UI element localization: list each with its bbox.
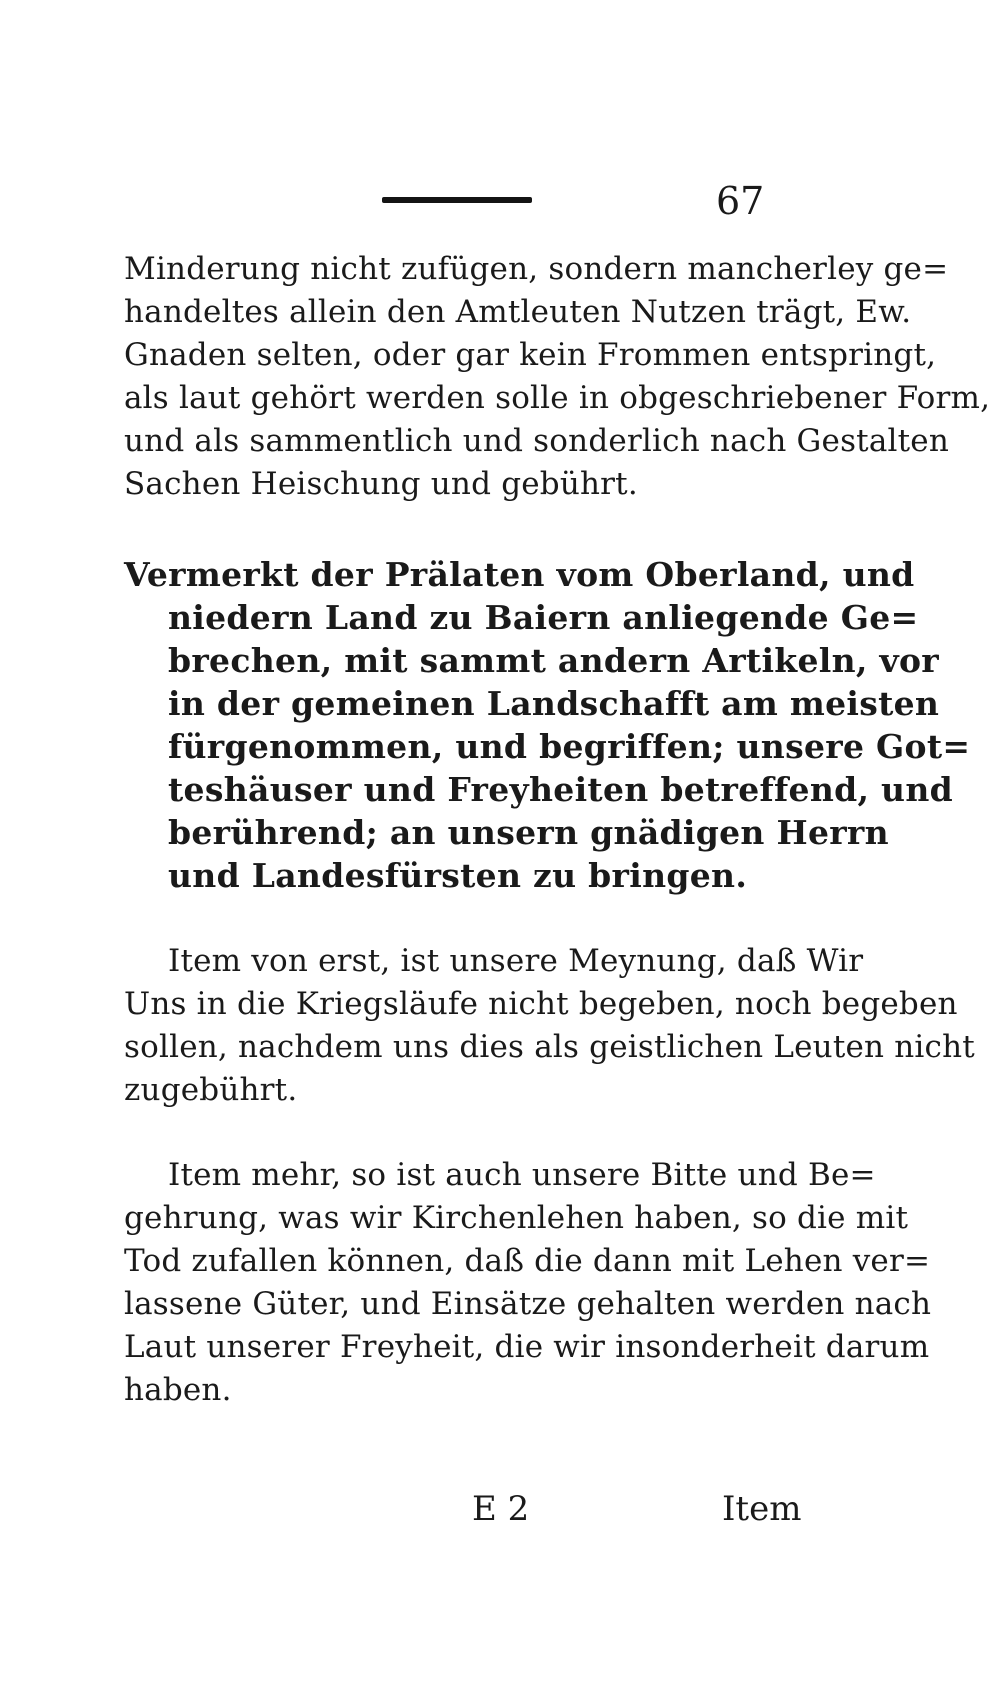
heading-line: Vermerkt der Prälaten vom Oberland, und [124, 555, 915, 594]
page-number: 67 [716, 179, 765, 223]
text-line: Gnaden selten, oder gar kein Frommen entspringt, [124, 337, 937, 373]
header-rule [382, 197, 532, 203]
heading-line: teshäuser und Freyheiten betreffend, und [168, 770, 954, 809]
text-line: und als sammentlich und sonderlich nach Gestalten [124, 423, 950, 459]
text-line: haben. [124, 1372, 232, 1408]
text-line: Minderung nicht zufügen, sondern mancherley ge= [124, 251, 949, 287]
text-line: Item mehr, so ist auch unsere Bitte und Be= [168, 1157, 876, 1193]
text-line: sollen, nachdem uns dies als geistlichen Leuten nicht [124, 1029, 975, 1065]
text-line: Item von erst, ist unsere Meynung, daß Wir [168, 943, 864, 979]
catchword: Item [722, 1489, 802, 1529]
text-line: Sachen Heischung und gebührt. [124, 466, 638, 502]
text-line: gehrung, was wir Kirchenlehen haben, so die mit [124, 1200, 909, 1236]
text-line: Uns in die Kriegsläufe nicht begeben, noch begeben [124, 986, 958, 1022]
text-line: Laut unserer Freyheit, die wir insonderheit darum [124, 1329, 930, 1365]
heading-line: und Landesfürsten zu bringen. [168, 856, 748, 895]
text-line: lassene Güter, und Einsätze gehalten werden nach [124, 1286, 932, 1322]
text-line: handeltes allein den Amtleuten Nutzen trägt, Ew. [124, 294, 912, 330]
heading-line: in der gemeinen Landschafft am meisten [168, 684, 940, 723]
text-line: zugebührt. [124, 1072, 298, 1108]
heading-line: fürgenommen, und begriffen; unsere Got= [168, 727, 971, 766]
signature-mark: E 2 [472, 1489, 530, 1529]
text-line: als laut gehört werden solle in obgeschriebener Form, [124, 380, 991, 416]
text-line: Tod zufallen können, daß die dann mit Lehen ver= [124, 1243, 931, 1279]
heading-line: brechen, mit sammt andern Artikeln, vor [168, 641, 939, 680]
heading-line: niedern Land zu Baiern anliegende Ge= [168, 598, 919, 637]
heading-line: berührend; an unsern gnädigen Herrn [168, 813, 889, 852]
